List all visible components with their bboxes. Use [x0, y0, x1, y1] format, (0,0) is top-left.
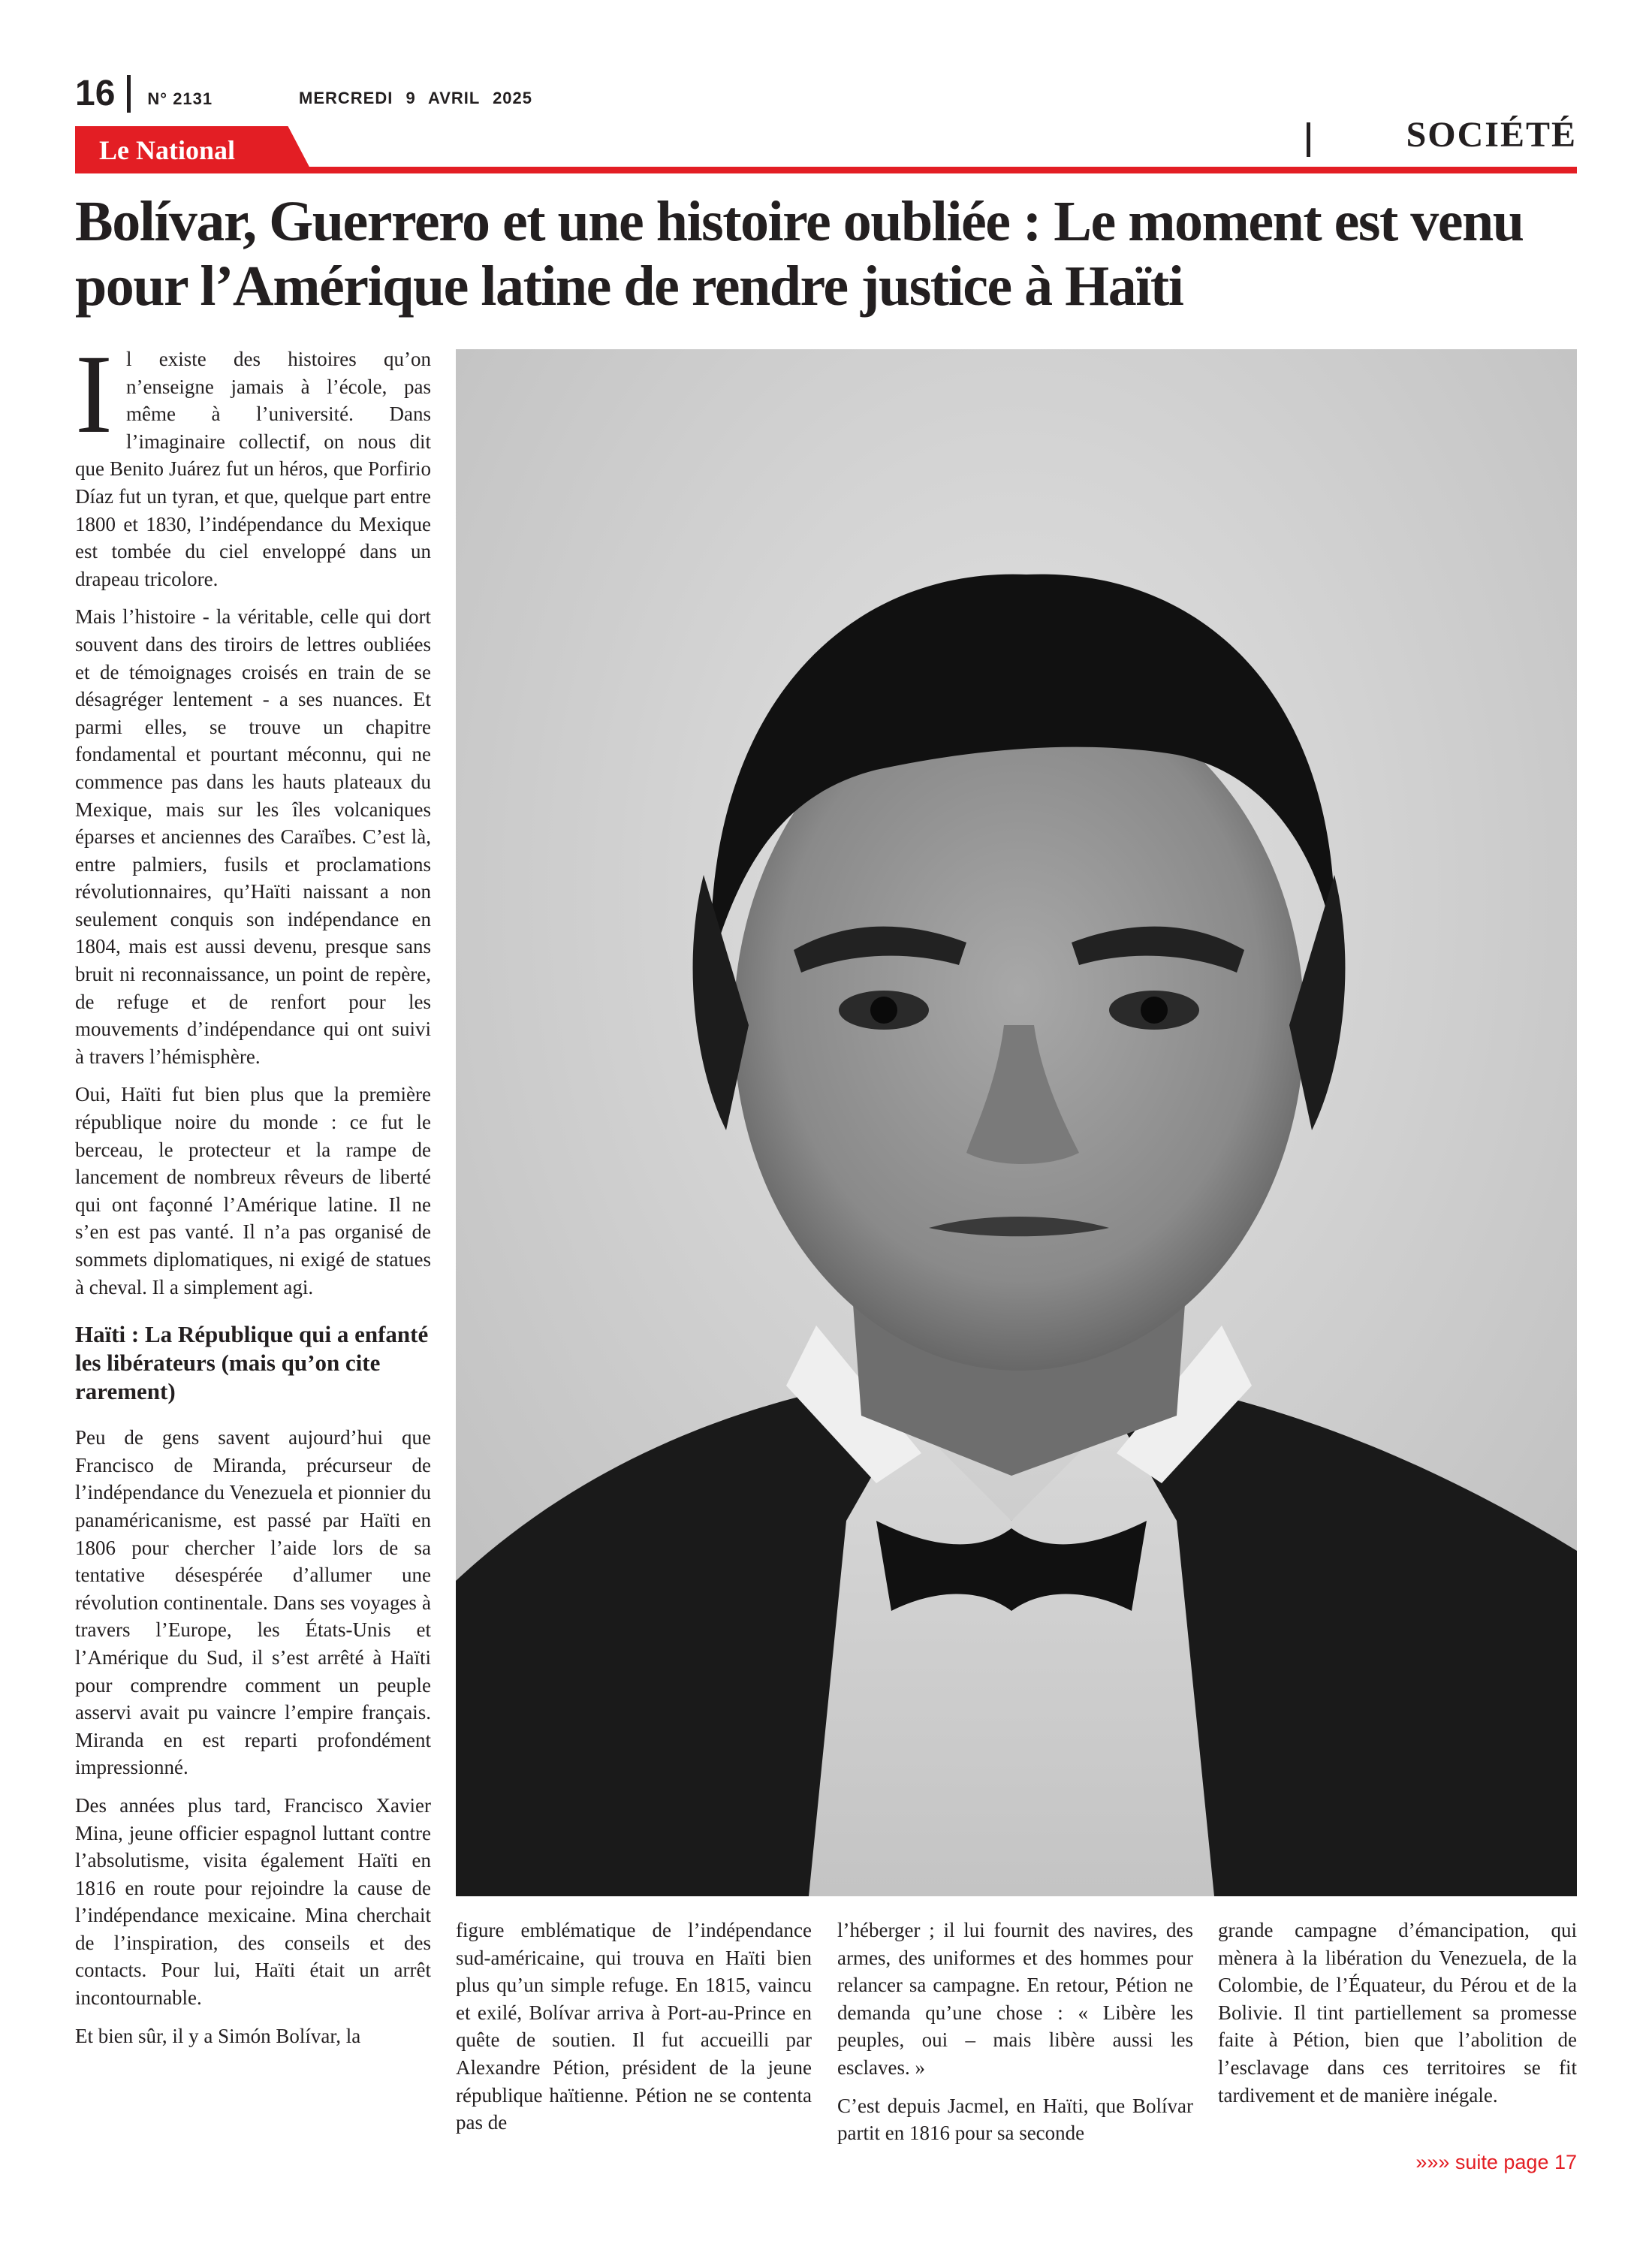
article-paragraph: C’est depuis Jacmel, en Haïti, que Bolívar partit en 1816 pour sa seconde — [837, 2094, 1193, 2145]
article-paragraph: Peu de gens savent aujourd’hui que Francisco de Miranda, précurseur de l’indépendance du Venezuela et pionnier du panaméricanisme, est passé par Haïti en 1806 pour chercher l’aide lors de sa tentative désespérée d’allumer une révolution continentale. Dans ses voyages à travers l’Europe, les États-Unis et l’Amérique du Sud, il s’est arrêté à Haïti pour comprendre comment un peuple asservi avait pu vaincre l’empire français. Miranda en est reparti profondément impressionné. — [75, 1426, 431, 1779]
header-rule — [75, 167, 1577, 173]
section-name: SOCIÉTÉ — [1406, 115, 1577, 155]
brand-name: Le National — [99, 135, 236, 165]
page-header — [75, 71, 213, 116]
drop-cap: I — [75, 332, 113, 457]
article-column-3 — [837, 1917, 1193, 2158]
section-divider — [1307, 122, 1310, 157]
article-paragraph: l’héberger ; il lui fournit des navires, des armes, des uniformes et des hommes pour relancer sa campagne. En retour, Pétion ne demanda qu’une chose : « Libère les peuples, oui – mais libère aussi les esclaves. » — [837, 1919, 1193, 2079]
continued-link[interactable]: »»» suite page 17 — [1415, 2151, 1577, 2173]
issue-date: MERCREDI 9 AVRIL 2025 — [299, 89, 533, 107]
header-divider — [127, 75, 131, 113]
article-paragraph: grande campagne d’émancipation, qui mènera à la libération du Venezuela, de la Colombie, de l’Équateur, du Pérou et de la Bolivie. Il tint partiellement sa promesse faite à Pétion, bien que l’abolition de l’esclavage dans ces territoires se fit tardivement et de manière inégale. — [1218, 1919, 1577, 2107]
article-paragraph: Des années plus tard, Francisco Xavier Mina, jeune officier espagnol luttant contre l’absolutisme, visita également Haïti en 1816 en route pour rejoindre la cause de l’indépendance mexicaine. Mina cherchait de l’inspiration, des conseils et des contacts. Pour lui, Haïti était un arrêt incontournable. — [75, 1793, 431, 2010]
page-number: 16 — [75, 74, 116, 113]
paragraph-text: l existe des histoires qu’on n’enseigne jamais à l’école, pas même à l’université. Dans l’imaginaire collectif, on nous dit que Benito Juárez fut un héros, que Porfirio Díaz fut un tyran, et que, quelque part entre 1800 et 1830, l’indépendance du Mexique est tombée du ciel enveloppé dans un drapeau tricolore. — [75, 348, 431, 590]
article-subheading: Haïti : La République qui a enfanté les libérateurs (mais qu’on cite rarement) — [75, 1321, 429, 1405]
article-paragraph — [75, 332, 431, 593]
article-paragraph: Et bien sûr, il y a Simón Bolívar, la — [75, 2024, 361, 2047]
article-title: Bolívar, Guerrero et une histoire oubliée : Le moment est venu pour l’Amérique latine de rendre justice à Haïti — [75, 190, 1524, 318]
article-column-1 — [75, 332, 431, 2060]
article-paragraph: Mais l’histoire - la véritable, celle qui dort souvent dans des tiroirs de lettres oubliées et de témoignages croisés en train de se désagréger lentement - a ses nuances. Et parmi elles, se trouve un chapitre fondamental et pourtant méconnu, qui ne commence pas dans les hauts plateaux du Mexique, mais sur les îles volcaniques éparses et anciennes des Caraïbes. C’est là, entre palmiers, fusils et proclamations révolutionnaires, qu’Haïti naissant a non seulement conquis son indépendance en 1804, mais est aussi devenu, presque sans bruit ni reconnaissance, un point de repère, de refuge et de renfort pour les mouvements d’indépendance qui ont suivi à travers l’hémisphère. — [75, 605, 431, 1068]
article-paragraph: figure emblématique de l’indépendance sud-américaine, qui trouva en Haïti bien plus qu’un simple refuge. En 1815, vaincu et exilé, Bolívar arriva à Port-au-Prince en quête de soutien. Il fut accueilli par Alexandre Pétion, président de la jeune république haïtienne. Pétion ne se contenta pas de — [456, 1919, 812, 2134]
issue-number: N° 2131 — [147, 89, 213, 108]
portrait-photo — [456, 349, 1577, 1896]
portrait-illustration — [456, 349, 1577, 1896]
article-column-2 — [456, 1917, 812, 2147]
article-column-4 — [1218, 1917, 1577, 2119]
article-paragraph: Oui, Haïti fut bien plus que la première république noire du monde : ce fut le berceau, le protecteur et la rampe de lancement de nombreux rêveurs de liberté qui ont façonné l’Amérique latine. Il ne s’en est pas vanté. Il n’a pas organisé de sommets diplomatiques, ni exigé de statues à cheval. Il a simplement agi. — [75, 1083, 431, 1298]
